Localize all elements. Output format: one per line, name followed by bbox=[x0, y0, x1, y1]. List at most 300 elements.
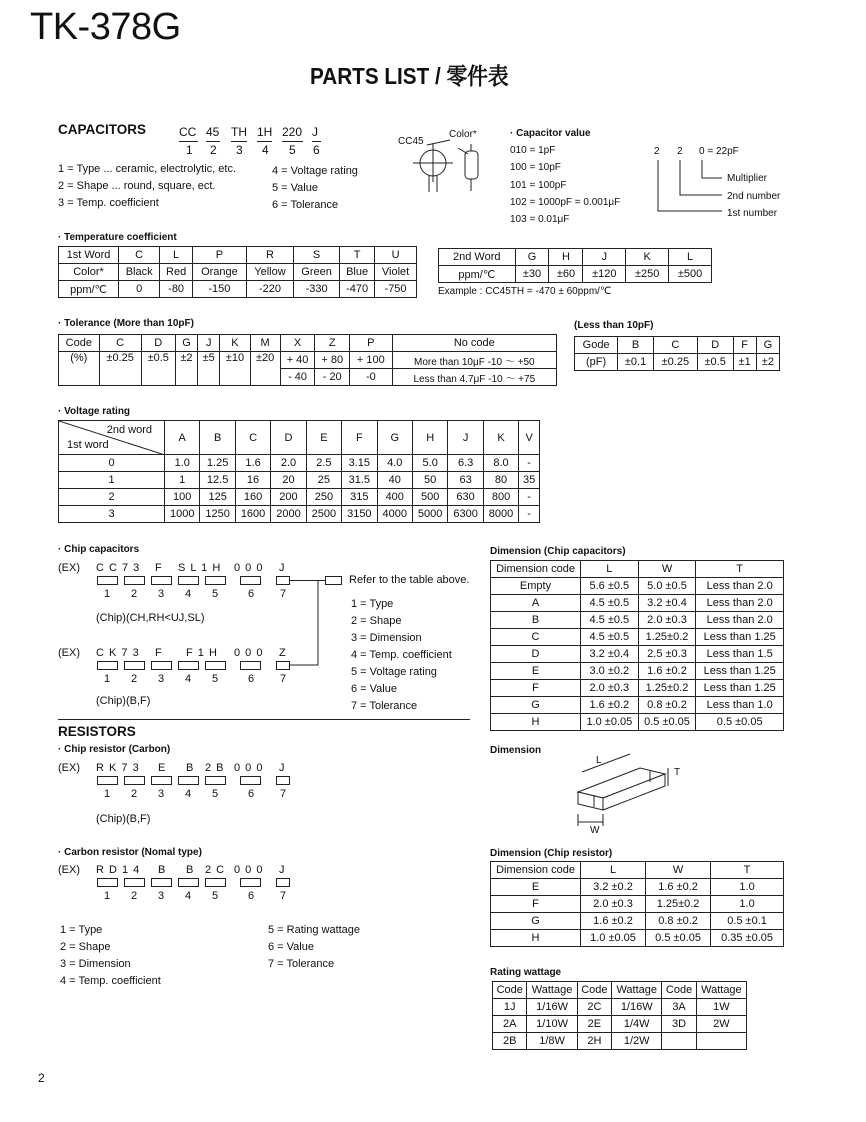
table-cell: 2nd word 1st word bbox=[59, 421, 165, 455]
table-cell: 2E bbox=[577, 1016, 611, 1033]
tol-title-2: (Less than 10pF) bbox=[574, 320, 654, 331]
table-cell: 3.0 ±0.2 bbox=[581, 663, 639, 680]
table-cell bbox=[662, 1033, 696, 1050]
tol-table bbox=[58, 334, 557, 386]
table-cell: - 20 bbox=[315, 369, 350, 386]
table-cell: 4000 bbox=[377, 506, 412, 523]
cap-legend-6: 6 = Tolerance bbox=[272, 199, 339, 211]
table-row bbox=[491, 578, 784, 595]
table-cell: 31.5 bbox=[342, 472, 377, 489]
table-cell: 1 bbox=[59, 472, 165, 489]
table-cell: 2.0 bbox=[271, 455, 306, 472]
table-row bbox=[491, 561, 784, 578]
chip-connector-line bbox=[290, 580, 330, 670]
table-cell: 2500 bbox=[306, 506, 341, 523]
table-cell: U bbox=[375, 247, 417, 264]
table-cell: C bbox=[653, 337, 697, 354]
table-cell: Violet bbox=[375, 264, 417, 281]
table-cell: 1.0 ±0.05 bbox=[581, 714, 639, 731]
table-row bbox=[575, 354, 780, 371]
table-cell: -220 bbox=[246, 281, 293, 298]
table-cell: 1.0 bbox=[711, 879, 784, 896]
table-cell: 2.5 ±0.3 bbox=[638, 646, 696, 663]
table-cell: -330 bbox=[294, 281, 340, 298]
table-cell: J bbox=[448, 421, 483, 455]
table-cell: 2A bbox=[493, 1016, 527, 1033]
table-cell: E bbox=[306, 421, 341, 455]
table-cell: Dimension code bbox=[491, 862, 581, 879]
table-cell: 1/16W bbox=[527, 999, 577, 1016]
table-cell: ±250 bbox=[626, 266, 669, 283]
table-cell: T bbox=[711, 862, 784, 879]
cap-value-title: · Capacitor value bbox=[510, 128, 591, 139]
table-row bbox=[59, 264, 417, 281]
resistors-heading: RESISTORS bbox=[58, 724, 136, 739]
tol-table-2 bbox=[574, 336, 780, 371]
table-cell: ±5 bbox=[198, 352, 220, 386]
table-cell: Code bbox=[59, 335, 100, 352]
table-row bbox=[491, 697, 784, 714]
table-row bbox=[59, 352, 557, 369]
cap-value-1: 010 = 1pF bbox=[510, 145, 556, 156]
table-cell: Less than 1.5 bbox=[696, 646, 784, 663]
table-cell: J bbox=[583, 249, 626, 266]
table-cell: 1.6 ±0.2 bbox=[646, 879, 711, 896]
table-row bbox=[439, 266, 712, 283]
table-cell: G bbox=[175, 335, 197, 352]
table-cell: 50 bbox=[412, 472, 447, 489]
chip-ex-2: (EX) bbox=[58, 647, 80, 659]
table-row bbox=[491, 862, 784, 879]
table-cell: 1J bbox=[493, 999, 527, 1016]
table-cell: J bbox=[198, 335, 220, 352]
table-cell: 8000 bbox=[483, 506, 518, 523]
table-cell: 16 bbox=[235, 472, 270, 489]
table-cell: 2 bbox=[59, 489, 165, 506]
table-cell: H bbox=[491, 714, 581, 731]
table-cell: 20 bbox=[271, 472, 306, 489]
table-cell: 315 bbox=[342, 489, 377, 506]
table-cell: Empty bbox=[491, 578, 581, 595]
table-cell: 1.0 bbox=[711, 896, 784, 913]
table-cell: K bbox=[220, 335, 250, 352]
table-cell: 1000 bbox=[165, 506, 200, 523]
table-cell: + 100 bbox=[350, 352, 393, 369]
table-cell: 3.2 ±0.4 bbox=[581, 646, 639, 663]
chip-refer: Refer to the table above. bbox=[349, 574, 470, 586]
table-cell: Gode bbox=[575, 337, 618, 354]
table-cell: X bbox=[280, 335, 315, 352]
table-cell: D bbox=[697, 337, 733, 354]
cap-ex-digit-2: 2 bbox=[677, 146, 683, 157]
capacitor-drawing bbox=[410, 136, 490, 196]
table-cell: K bbox=[483, 421, 518, 455]
table-row bbox=[491, 680, 784, 697]
table-cell: Z bbox=[315, 335, 350, 352]
table-cell: - bbox=[519, 506, 540, 523]
table-cell: G bbox=[377, 421, 412, 455]
table-cell: S bbox=[294, 247, 340, 264]
table-cell: 1.6 ±0.2 bbox=[638, 663, 696, 680]
table-cell: 200 bbox=[271, 489, 306, 506]
table-cell: 12.5 bbox=[200, 472, 235, 489]
table-row bbox=[493, 999, 747, 1016]
table-cell: Less than 2.0 bbox=[696, 578, 784, 595]
table-cell: 1.25 bbox=[200, 455, 235, 472]
chip-note-2: (Chip)(B,F) bbox=[96, 695, 151, 707]
table-cell: 500 bbox=[412, 489, 447, 506]
table-cell: E bbox=[491, 663, 581, 680]
table-row bbox=[491, 930, 784, 947]
chip-ex-1: (EX) bbox=[58, 562, 80, 574]
table-cell: 0 bbox=[119, 281, 160, 298]
table-cell: 1250 bbox=[200, 506, 235, 523]
table-row bbox=[59, 506, 540, 523]
section-divider bbox=[58, 719, 470, 720]
table-cell: 1/4W bbox=[612, 1016, 662, 1033]
table-row bbox=[59, 455, 540, 472]
table-cell: ±1 bbox=[733, 354, 756, 371]
table-cell: ±0.5 bbox=[697, 354, 733, 371]
table-cell: G bbox=[491, 913, 581, 930]
table-row bbox=[491, 646, 784, 663]
table-cell: 400 bbox=[377, 489, 412, 506]
table-cell: L bbox=[581, 862, 646, 879]
table-cell: Less than 1.25 bbox=[696, 629, 784, 646]
table-row bbox=[491, 629, 784, 646]
table-cell: 2.5 bbox=[306, 455, 341, 472]
cap-value-3: 101 = 100pF bbox=[510, 180, 567, 191]
table-cell: L bbox=[669, 249, 712, 266]
table-cell: - bbox=[519, 489, 540, 506]
table-cell: 2.0 ±0.3 bbox=[581, 896, 646, 913]
table-cell: H bbox=[549, 249, 583, 266]
table-cell: 1/16W bbox=[612, 999, 662, 1016]
capacitors-heading: CAPACITORS bbox=[58, 122, 147, 137]
table-row bbox=[59, 247, 417, 264]
table-cell: 630 bbox=[448, 489, 483, 506]
carbon-res-title: · Carbon resistor (Nomal type) bbox=[58, 847, 202, 858]
table-cell: 5.0 bbox=[412, 455, 447, 472]
dimres-table bbox=[490, 861, 784, 947]
table-cell: K bbox=[626, 249, 669, 266]
table-cell: B bbox=[618, 337, 654, 354]
table-cell: 3D bbox=[662, 1016, 696, 1033]
table-cell: 1 bbox=[165, 472, 200, 489]
table-cell: F bbox=[342, 421, 377, 455]
table-cell: 8.0 bbox=[483, 455, 518, 472]
dim-T: T bbox=[674, 767, 681, 778]
table-cell: 2H bbox=[577, 1033, 611, 1050]
table-cell: 6.3 bbox=[448, 455, 483, 472]
table-cell: 80 bbox=[483, 472, 518, 489]
table-row bbox=[59, 489, 540, 506]
table-cell: 2000 bbox=[271, 506, 306, 523]
table-cell: ±0.5 bbox=[141, 352, 175, 386]
table-cell: More than 10μF -10 ～ +50 bbox=[392, 352, 556, 369]
table-cell: 63 bbox=[448, 472, 483, 489]
dim-W: W bbox=[590, 825, 600, 836]
table-cell: Color* bbox=[59, 264, 119, 281]
table-cell: 25 bbox=[306, 472, 341, 489]
table-row bbox=[491, 663, 784, 680]
table-cell: C bbox=[119, 247, 160, 264]
table-cell: L bbox=[581, 561, 639, 578]
table-cell: G bbox=[515, 249, 549, 266]
table-cell: 4.5 ±0.5 bbox=[581, 629, 639, 646]
dimres-title: Dimension (Chip resistor) bbox=[490, 848, 613, 859]
table-cell: 160 bbox=[235, 489, 270, 506]
table-cell: ±2 bbox=[756, 354, 779, 371]
table-cell: 1600 bbox=[235, 506, 270, 523]
cap-ex-digit-1: 2 bbox=[654, 146, 660, 157]
tol-title: · Tolerance (More than 10pF) bbox=[58, 318, 194, 329]
cap-ex-2nd: 2nd number bbox=[727, 191, 781, 202]
table-cell: Blue bbox=[340, 264, 375, 281]
table-row bbox=[491, 913, 784, 930]
table-cell: 5.6 ±0.5 bbox=[581, 578, 639, 595]
table-cell: 2C bbox=[577, 999, 611, 1016]
table-cell: (%) bbox=[59, 352, 100, 386]
table-cell: -470 bbox=[340, 281, 375, 298]
table-cell: 1.0 ±0.05 bbox=[581, 930, 646, 947]
table-cell: 0.8 ±0.2 bbox=[646, 913, 711, 930]
table-cell: 100 bbox=[165, 489, 200, 506]
table-cell: P bbox=[192, 247, 246, 264]
table-cell: Less than 1.25 bbox=[696, 663, 784, 680]
table-cell bbox=[696, 1033, 746, 1050]
table-cell: Black bbox=[119, 264, 160, 281]
table-cell: H bbox=[412, 421, 447, 455]
table-cell: 4.5 ±0.5 bbox=[581, 612, 639, 629]
table-cell: 0.8 ±0.2 bbox=[638, 697, 696, 714]
table-cell: F bbox=[491, 680, 581, 697]
table-cell: No code bbox=[392, 335, 556, 352]
table-cell: F bbox=[733, 337, 756, 354]
table-row bbox=[491, 896, 784, 913]
table-cell: G bbox=[491, 697, 581, 714]
table-row bbox=[491, 879, 784, 896]
table-cell: V bbox=[519, 421, 540, 455]
table-cell: 3150 bbox=[342, 506, 377, 523]
table-cell: 0.5 ±0.1 bbox=[711, 913, 784, 930]
table-cell: 6300 bbox=[448, 506, 483, 523]
table-cell: 0.35 ±0.05 bbox=[711, 930, 784, 947]
table-cell: 2nd Word bbox=[439, 249, 516, 266]
fig-color-label: Color* bbox=[449, 129, 477, 140]
table-cell: 125 bbox=[200, 489, 235, 506]
cap-value-2: 100 = 10pF bbox=[510, 162, 561, 173]
table-cell: ±2 bbox=[175, 352, 197, 386]
table-cell: G bbox=[756, 337, 779, 354]
cap-ex-digit-3: 0 = 22pF bbox=[699, 146, 739, 157]
table-cell: Less than 4.7μF -10 ～ +75 bbox=[392, 369, 556, 386]
table-cell: 1.25±0.2 bbox=[638, 629, 696, 646]
cap-value-4: 102 = 1000pF = 0.001μF bbox=[510, 197, 621, 208]
vr-title: · Voltage rating bbox=[58, 406, 131, 417]
cap-legend-2: 2 = Shape ... round, square, ect. bbox=[58, 180, 216, 192]
table-cell: C bbox=[491, 629, 581, 646]
table-cell: F bbox=[491, 896, 581, 913]
tc-table-1 bbox=[58, 246, 417, 298]
table-row bbox=[493, 982, 747, 999]
table-row bbox=[575, 337, 780, 354]
res-note-1: (Chip)(B,F) bbox=[96, 813, 151, 825]
rw-title: Rating wattage bbox=[490, 967, 562, 978]
cap-legend-1: 1 = Type ... ceramic, electrolytic, etc. bbox=[58, 163, 237, 175]
table-cell: 0.5 ±0.05 bbox=[638, 714, 696, 731]
table-cell: L bbox=[160, 247, 193, 264]
table-cell: 3.2 ±0.4 bbox=[638, 595, 696, 612]
table-cell: (pF) bbox=[575, 354, 618, 371]
fig-cc45-label: CC45 bbox=[398, 136, 424, 147]
table-cell: Wattage bbox=[612, 982, 662, 999]
table-row bbox=[59, 335, 557, 352]
table-cell: 2.0 ±0.3 bbox=[581, 680, 639, 697]
table-cell: Less than 2.0 bbox=[696, 612, 784, 629]
table-cell: 1/2W bbox=[612, 1033, 662, 1050]
table-cell: 35 bbox=[519, 472, 540, 489]
table-cell: 0.5 ±0.05 bbox=[646, 930, 711, 947]
table-cell: Dimension code bbox=[491, 561, 581, 578]
table-cell: 1/10W bbox=[527, 1016, 577, 1033]
table-cell: 3 bbox=[59, 506, 165, 523]
table-row bbox=[491, 595, 784, 612]
page-title: PARTS LIST / 零件表 bbox=[310, 63, 509, 89]
table-cell: Less than 1.0 bbox=[696, 697, 784, 714]
table-cell: T bbox=[696, 561, 784, 578]
chip-cap-title: · Chip capacitors bbox=[58, 544, 140, 555]
table-cell: 3.2 ±0.2 bbox=[581, 879, 646, 896]
table-cell: + 80 bbox=[315, 352, 350, 369]
table-cell: Code bbox=[577, 982, 611, 999]
table-cell: ±60 bbox=[549, 266, 583, 283]
table-row bbox=[59, 281, 417, 298]
cap-value-leader-lines bbox=[650, 158, 730, 216]
table-cell: 1.25±0.2 bbox=[646, 896, 711, 913]
table-cell: Orange bbox=[192, 264, 246, 281]
vr-table bbox=[58, 420, 540, 523]
table-row bbox=[59, 472, 540, 489]
table-cell: 2B bbox=[493, 1033, 527, 1050]
cap-ex-multiplier: Multiplier bbox=[727, 173, 768, 184]
table-cell: 5.0 ±0.5 bbox=[638, 578, 696, 595]
chip-dimension-drawing bbox=[570, 752, 690, 832]
cap-ex-1st: 1st number bbox=[727, 208, 778, 219]
table-cell: C bbox=[99, 335, 141, 352]
table-cell: Yellow bbox=[246, 264, 293, 281]
table-cell: Green bbox=[294, 264, 340, 281]
table-cell: 4.0 bbox=[377, 455, 412, 472]
table-cell: B bbox=[200, 421, 235, 455]
table-cell: 1.6 ±0.2 bbox=[581, 697, 639, 714]
table-cell: - 40 bbox=[280, 369, 315, 386]
table-cell: E bbox=[491, 879, 581, 896]
table-cell: Red bbox=[160, 264, 193, 281]
tc-title: · Temperature coefficient bbox=[58, 232, 177, 243]
table-cell: - bbox=[519, 455, 540, 472]
table-cell: Code bbox=[662, 982, 696, 999]
chip-note-1: (Chip)(CH,RH<UJ,SL) bbox=[96, 612, 205, 624]
table-cell: 1.6 ±0.2 bbox=[581, 913, 646, 930]
table-cell: B bbox=[491, 612, 581, 629]
dimcap-title: Dimension (Chip capacitors) bbox=[490, 546, 626, 557]
dimcap-table bbox=[490, 560, 784, 731]
table-cell: H bbox=[491, 930, 581, 947]
table-cell: Less than 2.0 bbox=[696, 595, 784, 612]
cap-legend-4: 4 = Voltage rating bbox=[272, 165, 358, 177]
table-cell: -0 bbox=[350, 369, 393, 386]
table-cell: 1st Word bbox=[59, 247, 119, 264]
model-title: TK-378G bbox=[30, 6, 181, 48]
table-cell: D bbox=[491, 646, 581, 663]
table-cell: + 40 bbox=[280, 352, 315, 369]
table-cell: T bbox=[340, 247, 375, 264]
cap-value-5: 103 = 0.01μF bbox=[510, 214, 570, 225]
table-cell: ±10 bbox=[220, 352, 250, 386]
table-cell: 250 bbox=[306, 489, 341, 506]
dim-L: L bbox=[596, 755, 602, 766]
table-cell: -80 bbox=[160, 281, 193, 298]
dimfig-title: Dimension bbox=[490, 745, 542, 756]
table-cell: Wattage bbox=[527, 982, 577, 999]
table-cell: 3A bbox=[662, 999, 696, 1016]
table-row bbox=[491, 714, 784, 731]
table-cell: 2.0 ±0.3 bbox=[638, 612, 696, 629]
tc-example: Example : CC45TH = -470 ± 60ppm/℃ bbox=[438, 286, 612, 297]
table-row bbox=[439, 249, 712, 266]
table-cell: 1/8W bbox=[527, 1033, 577, 1050]
table-cell: ppm/℃ bbox=[439, 266, 516, 283]
cap-legend-3: 3 = Temp. coefficient bbox=[58, 197, 159, 209]
table-cell: A bbox=[165, 421, 200, 455]
table-cell: 2W bbox=[696, 1016, 746, 1033]
table-cell: ±0.1 bbox=[618, 354, 654, 371]
table-cell: Wattage bbox=[696, 982, 746, 999]
table-cell: ppm/℃ bbox=[59, 281, 119, 298]
table-cell: ±30 bbox=[515, 266, 549, 283]
table-cell: R bbox=[246, 247, 293, 264]
table-cell: 5000 bbox=[412, 506, 447, 523]
table-cell: M bbox=[250, 335, 280, 352]
table-row bbox=[491, 612, 784, 629]
table-cell: 4.5 ±0.5 bbox=[581, 595, 639, 612]
table-cell: -150 bbox=[192, 281, 246, 298]
table-cell: D bbox=[271, 421, 306, 455]
table-cell: ±120 bbox=[583, 266, 626, 283]
page-number: 2 bbox=[38, 1071, 45, 1085]
table-cell: ±500 bbox=[669, 266, 712, 283]
tc-table-2 bbox=[438, 248, 712, 283]
table-cell: 1.25±0.2 bbox=[638, 680, 696, 697]
table-cell: 3.15 bbox=[342, 455, 377, 472]
table-cell: 40 bbox=[377, 472, 412, 489]
table-cell: 1.6 bbox=[235, 455, 270, 472]
table-cell: ±0.25 bbox=[653, 354, 697, 371]
table-cell: A bbox=[491, 595, 581, 612]
table-row bbox=[59, 421, 540, 455]
table-cell: W bbox=[646, 862, 711, 879]
cap-legend-5: 5 = Value bbox=[272, 182, 318, 194]
table-cell: C bbox=[235, 421, 270, 455]
table-cell: 0 bbox=[59, 455, 165, 472]
table-cell: 800 bbox=[483, 489, 518, 506]
table-row bbox=[493, 1033, 747, 1050]
table-cell: -750 bbox=[375, 281, 417, 298]
table-cell: Code bbox=[493, 982, 527, 999]
table-cell: ±0.25 bbox=[99, 352, 141, 386]
table-cell: ±20 bbox=[250, 352, 280, 386]
